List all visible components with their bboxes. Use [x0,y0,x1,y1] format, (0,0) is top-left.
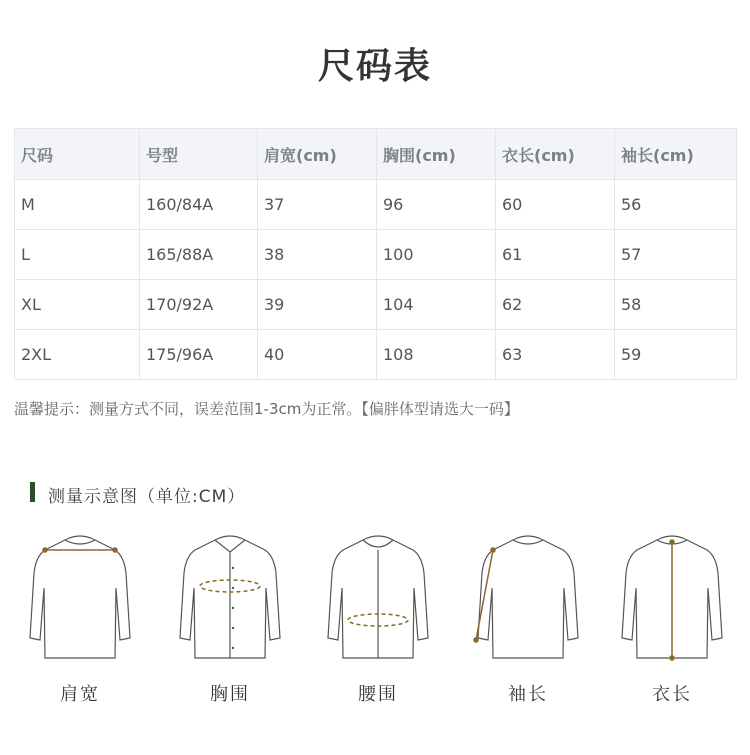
table-cell: 60 [496,180,615,230]
table-cell: 40 [258,330,377,380]
shirt-shoulder-icon [20,528,140,668]
page-title: 尺码表 [317,46,432,87]
section-marker [30,482,35,502]
figure-label-length: 衣长 [652,684,692,705]
shirt-waist-icon [318,528,438,668]
header-cell: 号型 [140,129,258,180]
header-cell: 衣长(cm) [496,129,615,180]
shirt-chest-icon [170,528,290,668]
table-header-row [15,129,737,180]
table-cell: 58 [615,280,737,330]
figure-label-chest: 胸围 [210,684,250,705]
table-cell: 37 [258,180,377,230]
table-cell: M [15,180,140,230]
table-cell: 59 [615,330,737,380]
figure-label-sleeve: 袖长 [508,684,548,705]
table-cell: XL [15,280,140,330]
header-cell: 尺码 [15,129,140,180]
table-row [15,230,737,280]
table-cell: 57 [615,230,737,280]
table-row [15,280,737,330]
table-row [15,330,737,380]
size-table [14,128,737,380]
table-cell: 2XL [15,330,140,380]
section-title: 测量示意图（单位:CM） [48,487,246,507]
shirt-sleeve-icon [468,528,588,668]
table-row [15,180,737,230]
table-cell: 38 [258,230,377,280]
table-cell: 96 [377,180,496,230]
table-cell: 160/84A [140,180,258,230]
table-cell: 170/92A [140,280,258,330]
header-cell: 肩宽(cm) [258,129,377,180]
table-cell: 62 [496,280,615,330]
table-cell: 175/96A [140,330,258,380]
header-cell: 胸围(cm) [377,129,496,180]
header-cell: 袖长(cm) [615,129,737,180]
figure-label-waist: 腰围 [358,684,398,705]
table-cell: 108 [377,330,496,380]
figure-label-shoulder: 肩宽 [60,684,100,705]
table-cell: L [15,230,140,280]
size-note: 温馨提示：测量方式不同，误差范围1-3cm为正常。【偏胖体型请选大一码】 [14,400,519,418]
table-cell: 63 [496,330,615,380]
table-cell: 61 [496,230,615,280]
table-cell: 104 [377,280,496,330]
table-cell: 165/88A [140,230,258,280]
table-cell: 39 [258,280,377,330]
shirt-length-icon [612,528,732,668]
table-cell: 56 [615,180,737,230]
table-cell: 100 [377,230,496,280]
